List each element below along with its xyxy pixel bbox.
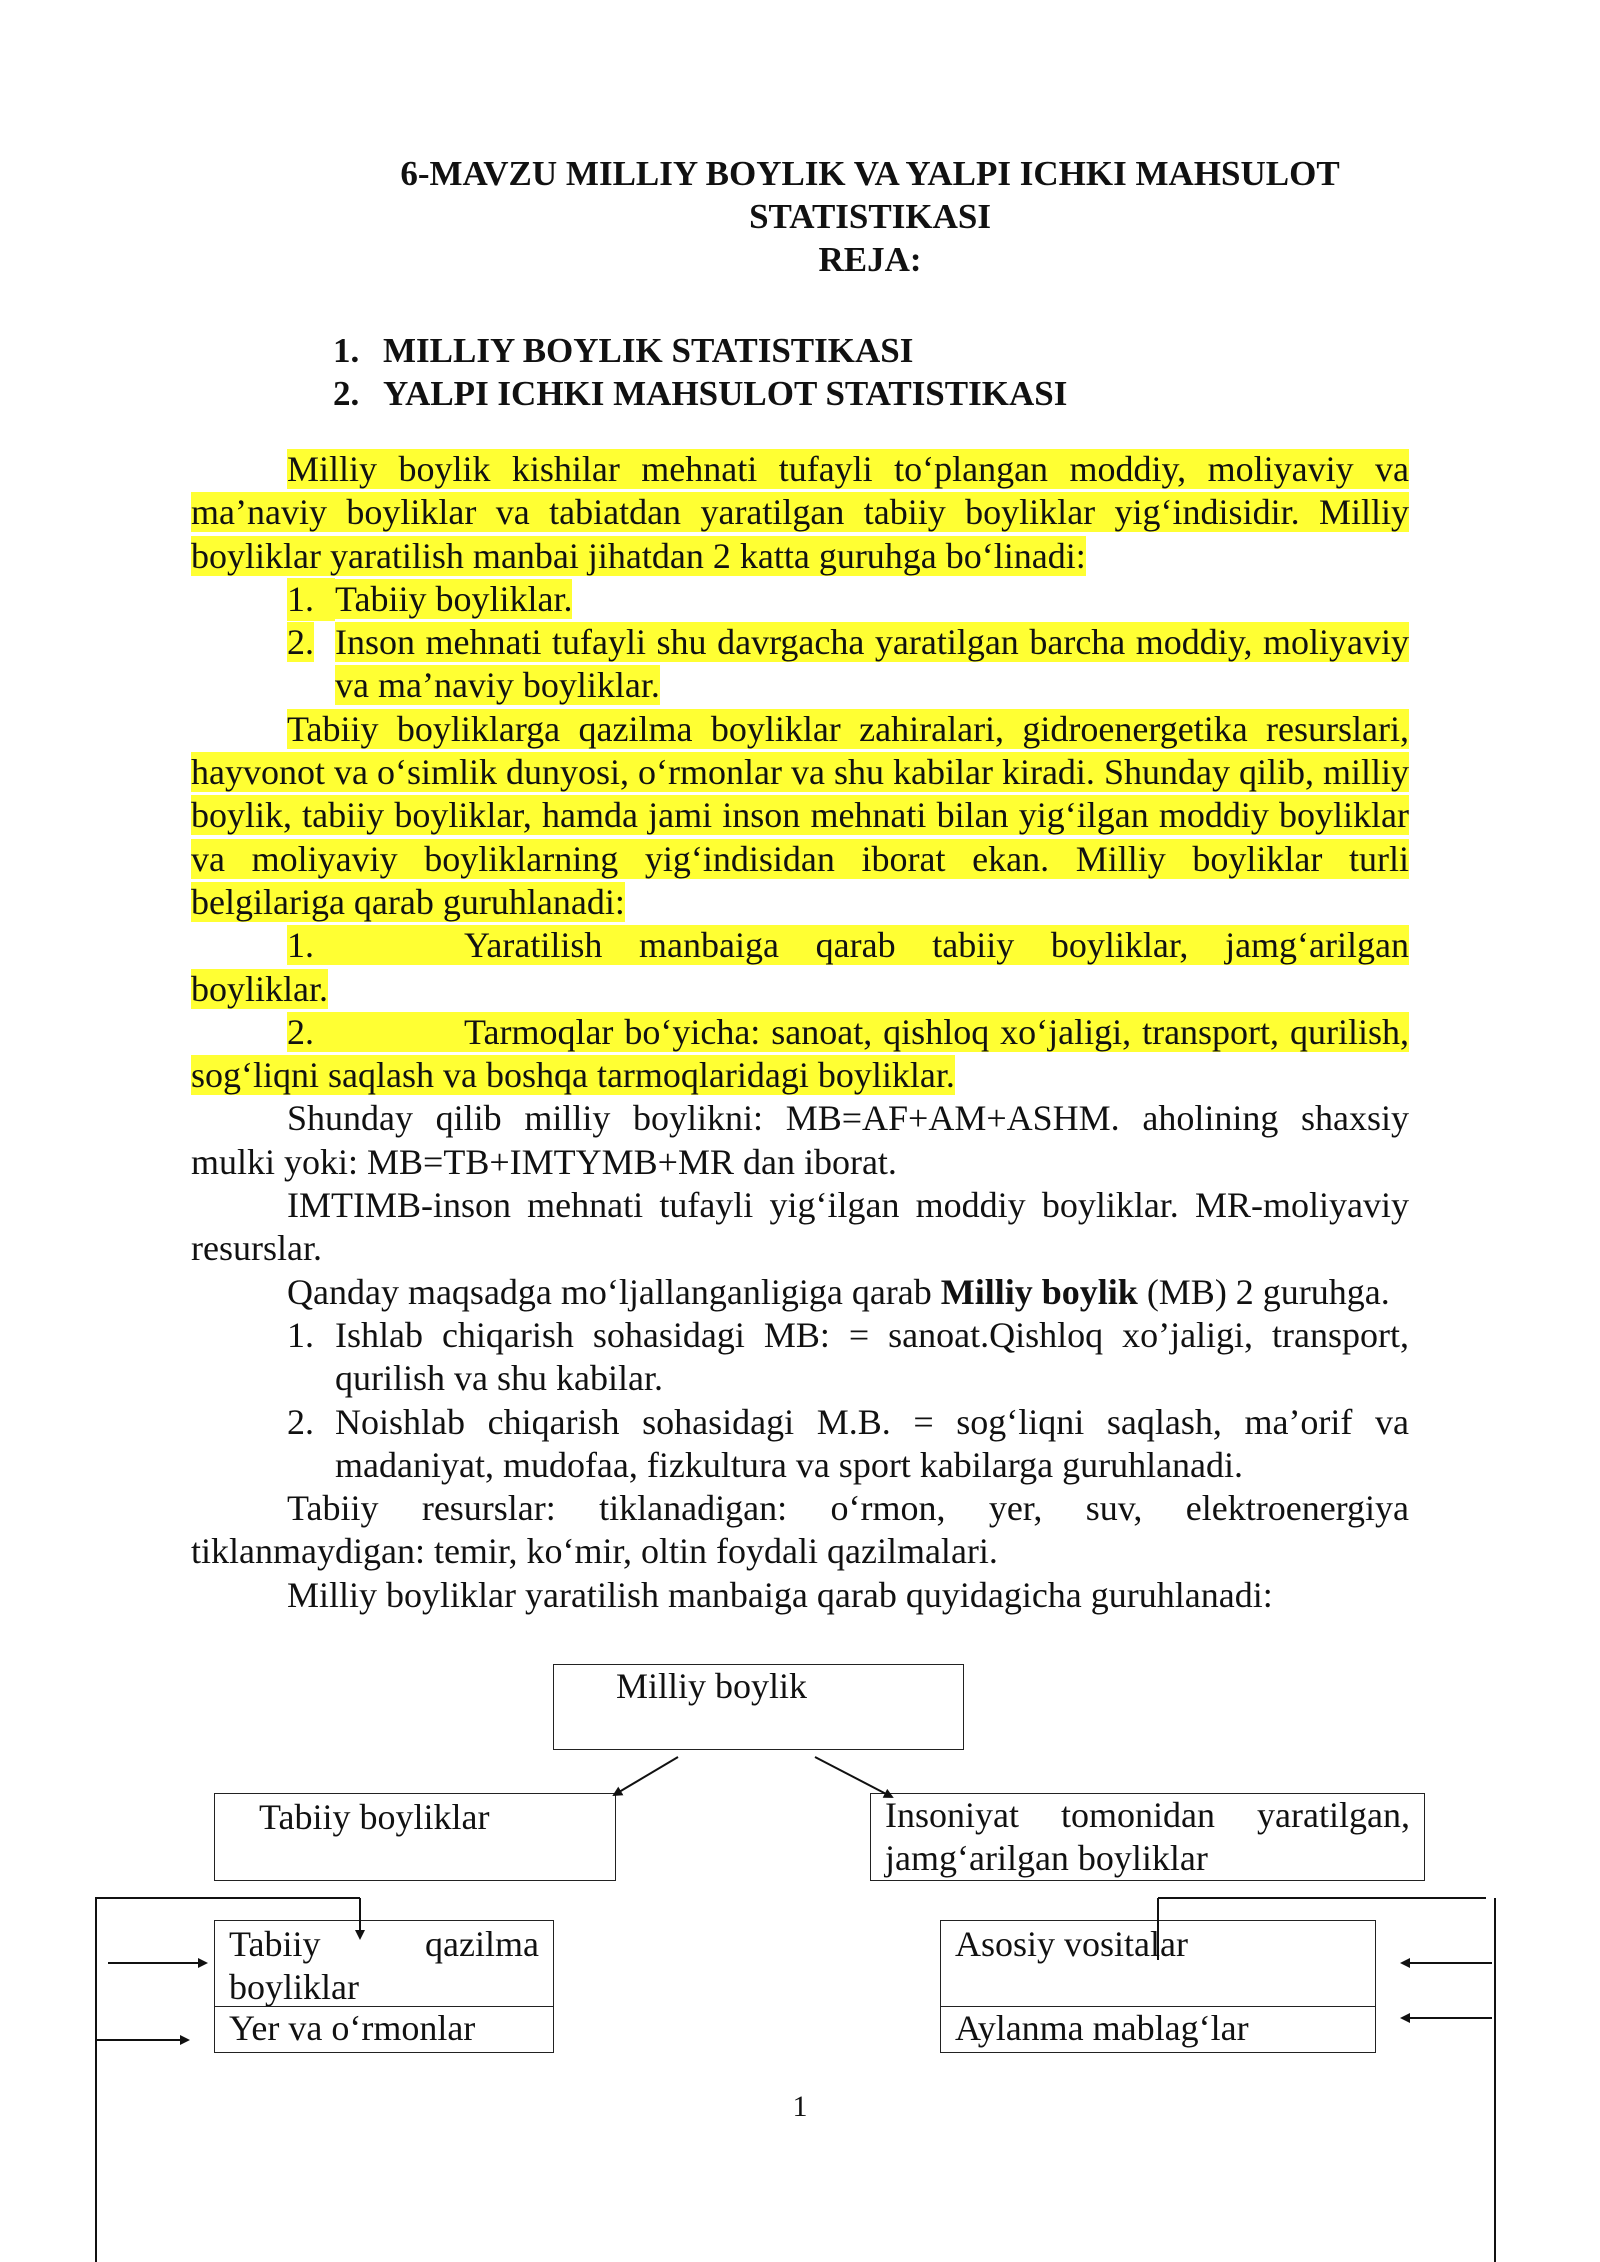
paragraph-abbreviations: IMTIMB-inson mehnati tufayli yig‘ilgan moddiy boyliklar. MR-moliyaviy resurslar. (191, 1185, 1409, 1269)
diagram-right-item-label: Aylanma mablag‘lar (955, 2008, 1249, 2048)
diagram-right-item-label: Asosiy vositalar (955, 1924, 1188, 1964)
diagram-left-item-label: Yer va o‘rmonlar (229, 2008, 476, 2048)
grouping-text: Tarmoqlar bo‘yicha: sanoat, qishloq xo‘jaligi, transport, qurilish, sog‘liqni saqlash va boshqa tarmoqlaridagi boyliklar. (191, 1011, 1409, 1096)
list-number: 1. (287, 578, 335, 621)
paragraph-diagram-intro: Milliy boyliklar yaratilish manbaiga qarab quyidagicha guruhlanadi: (287, 1574, 1273, 1615)
list-text: Noishlab chiqarish sohasidagi M.B. = sog‘liqni saqlash, ma’orif va madaniyat, mudofaa, fizkultura va sport kabilarga guruhlanadi. (335, 1401, 1409, 1485)
paragraph-formula: Shunday qilib milliy boylikni: MB=AF+AM+ASHM. aholining shaxsiy mulki yoki: MB=TB+IMTYMB+MR dan iborat. (191, 1098, 1409, 1182)
list-text: Tabiiy boyliklar. (335, 578, 573, 619)
title-line-1: 6-MAVZU MILLIY BOYLIK VA YALPI ICHKI MAHSULOT (400, 154, 1340, 193)
paragraph-resources: Tabiiy resurslar: tiklanadigan: o‘rmon, yer, suv, elektroenergiya tiklanmaydigan: temir, ko‘mir, oltin foydali qazilmalari. (191, 1488, 1409, 1572)
diagram-right-label: Insoniyat tomonidan yaratilgan, jamg‘arilgan boyliklar (885, 1795, 1410, 1878)
list-number: 2. (287, 622, 314, 663)
plan-heading: REJA: (818, 240, 922, 279)
title-line-2: STATISTIKASI (749, 197, 991, 236)
bold-term: Milliy boylik (940, 1271, 1138, 1312)
plan-item-number: 1. (333, 331, 360, 370)
list-number: 2. (287, 1401, 314, 1442)
arrow-root-to-right (815, 1757, 892, 1797)
list-number: 1. (287, 1314, 314, 1355)
page-number: 1 (792, 2090, 808, 2123)
plan-item-text: YALPI ICHKI MAHSULOT STATISTIKASI (383, 374, 1068, 413)
list-text: Ishlab chiqarish sohasidagi MB: = sanoat.Qishloq xo’jaligi, transport, qurilish va shu kabilar. (335, 1314, 1409, 1399)
plan-item-number: 2. (333, 374, 360, 413)
grouping-text: Yaratilish manbaiga qarab tabiiy boyliklar, jamg‘arilgan boyliklar. (191, 925, 1409, 1009)
list-text: Inson mehnati tufayli shu davrgacha yaratilgan barcha moddiy, moliyaviy va ma’naviy boyliklar. (335, 622, 1409, 706)
list-number: 1. (287, 925, 314, 966)
diagram-left-item-label: Tabiiy qazilma boyliklar (229, 1924, 539, 2007)
diagram-left-label: Tabiiy boyliklar (259, 1797, 490, 1837)
list-number: 2. (287, 1011, 314, 1052)
diagram-root-label: Milliy boylik (616, 1666, 808, 1706)
arrow-root-to-left (614, 1757, 678, 1795)
highlighted-text: Milliy boylik kishilar mehnati tufayli to‘plangan moddiy, moliyaviy va ma’naviy boyliklar va tabiatdan yaratilgan tabiiy boyliklar yig‘indisidir. Milliy boyliklar yaratilish manbai jihatdan 2 katta guruhga bo‘linadi: (191, 449, 1409, 576)
text-run: (MB) 2 guruhga. (1137, 1271, 1390, 1312)
plan-item-text: MILLIY BOYLIK STATISTIKASI (383, 331, 914, 370)
text-run: Qanday maqsadga mo‘ljallanganligiga qarab (287, 1271, 941, 1312)
highlighted-text: Tabiiy boyliklarga qazilma boyliklar zahiralari, gidroenergetika resurslari, hayvonot va o‘simlik dunyosi, o‘rmonlar va shu kabilar kiradi. Shunday qilib, milliy boylik, tabiiy boyliklar, hamda jami inson mehnati bilan yig‘ilgan moddiy boyliklar va moliyaviy boyliklarning yig‘indisidan iborat ekan. Milliy boyliklar turli belgilariga qarab guruhlanadi: (191, 708, 1409, 922)
